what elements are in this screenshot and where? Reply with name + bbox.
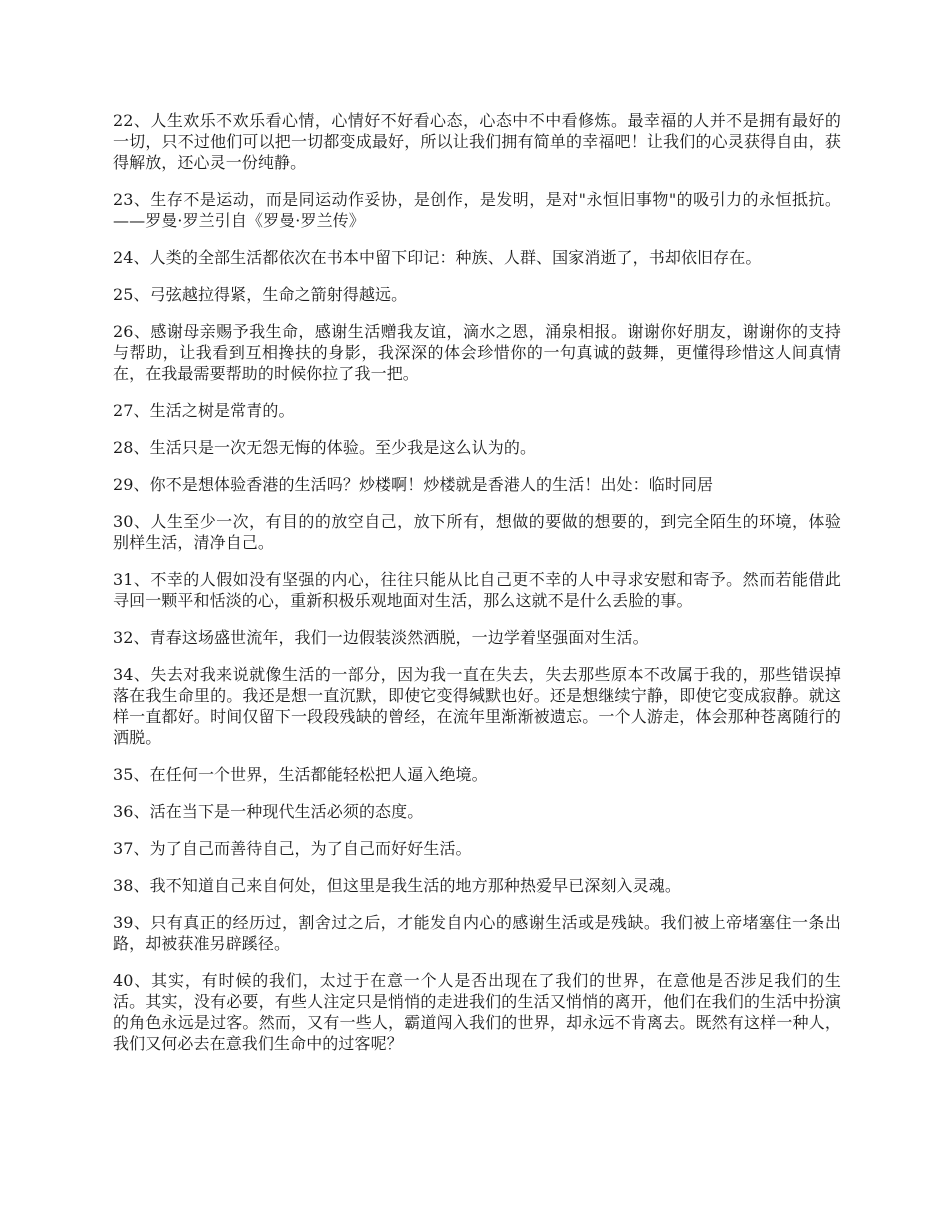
paragraph-24: 24、人类的全部生活都依次在书本中留下印记：种族、人群、国家消逝了，书却依旧存在。 (113, 248, 762, 267)
paragraph-40: 40、其实，有时候的我们，太过于在意一个人是否出现在了我们的世界，在意他是否涉足我们的生活。其实，没有必要，有些人注定只是悄悄的走进我们的生活又悄悄的离开，他们在我们的生活中扮演的角色永远是过客。然而，又有一些人，霸道闯入我们的世界，却永远不肯离去。既然有这样一种人，我们又何必去在意我们生命中的过客呢？ (113, 971, 841, 1053)
paragraph-25: 25、弓弦越拉得紧，生命之箭射得越远。 (113, 285, 408, 304)
paragraph-34: 34、失去对我来说就像生活的一部分，因为我一直在失去，失去那些原本不改属于我的，那些错误掉落在我生命里的。我还是想一直沉默，即使它变得缄默也好。还是想继续宁静，即使它变成寂静。就这样一直都好。时间仅留下一段段残缺的曾经，在流年里渐渐被遗忘。一个人游走，体会那种苍离随行的洒脱。 (113, 665, 841, 747)
paragraph-22: 22、人生欢乐不欢乐看心情，心情好不好看心态，心态中不中看修炼。最幸福的人并不是拥有最好的一切，只不过他们可以把一切都变成最好，所以让我们拥有简单的幸福吧！让我们的心灵获得自由，获得解放，还心灵一份纯静。 (113, 111, 841, 172)
paragraph-37: 37、为了自己而善待自己，为了自己而好好生活。 (113, 839, 472, 858)
paragraph-31: 31、不幸的人假如没有坚强的内心，往往只能从比自己更不幸的人中寻求安慰和寄予。然而若能借此寻回一颗平和恬淡的心，重新积极乐观地面对生活，那么这就不是什么丢脸的事。 (113, 570, 841, 610)
paragraph-30: 30、人生至少一次，有目的的放空自己，放下所有，想做的要做的想要的，到完全陌生的环境，体验别样生活，清净自己。 (113, 512, 841, 552)
paragraph-32: 32、青春这场盛世流年，我们一边假装淡然洒脱，一边学着坚强面对生活。 (113, 628, 649, 647)
paragraph-39: 39、只有真正的经历过，割舍过之后，才能发自内心的感谢生活或是残缺。我们被上帝堵塞住一条出路，却被获准另辟蹊径。 (113, 913, 841, 953)
paragraph-29: 29、你不是想体验香港的生活吗？炒楼啊！炒楼就是香港人的生活！出处：临时同居 (113, 475, 714, 494)
paragraph-35: 35、在任何一个世界，生活都能轻松把人逼入绝境。 (113, 765, 488, 784)
paragraph-38: 38、我不知道自己来自何处，但这里是我生活的地方那种热爱早已深刻入灵魂。 (113, 876, 681, 895)
paragraph-27: 27、生活之树是常青的。 (113, 401, 295, 420)
paragraph-23: 23、生存不是运动，而是同运动作妥协，是创作，是发明，是对"永恒旧事物"的吸引力的永恒抵抗。 ——罗曼·罗兰引自《罗曼·罗兰传》 (113, 190, 841, 230)
document-body (113, 110, 841, 1070)
paragraph-26: 26、感谢母亲赐予我生命，感谢生活赠我友谊，滴水之恩，涌泉相报。谢谢你好朋友，谢谢你的支持与帮助，让我看到互相搀扶的身影，我深深的体会珍惜你的一句真诚的鼓舞，更懂得珍惜这人间真情在，在我最需要帮助的时候你拉了我一把。 (113, 322, 841, 383)
paragraph-36: 36、活在当下是一种现代生活必须的态度。 (113, 802, 424, 821)
paragraph-28: 28、生活只是一次无怨无悔的体验。至少我是这么认为的。 (113, 438, 537, 457)
